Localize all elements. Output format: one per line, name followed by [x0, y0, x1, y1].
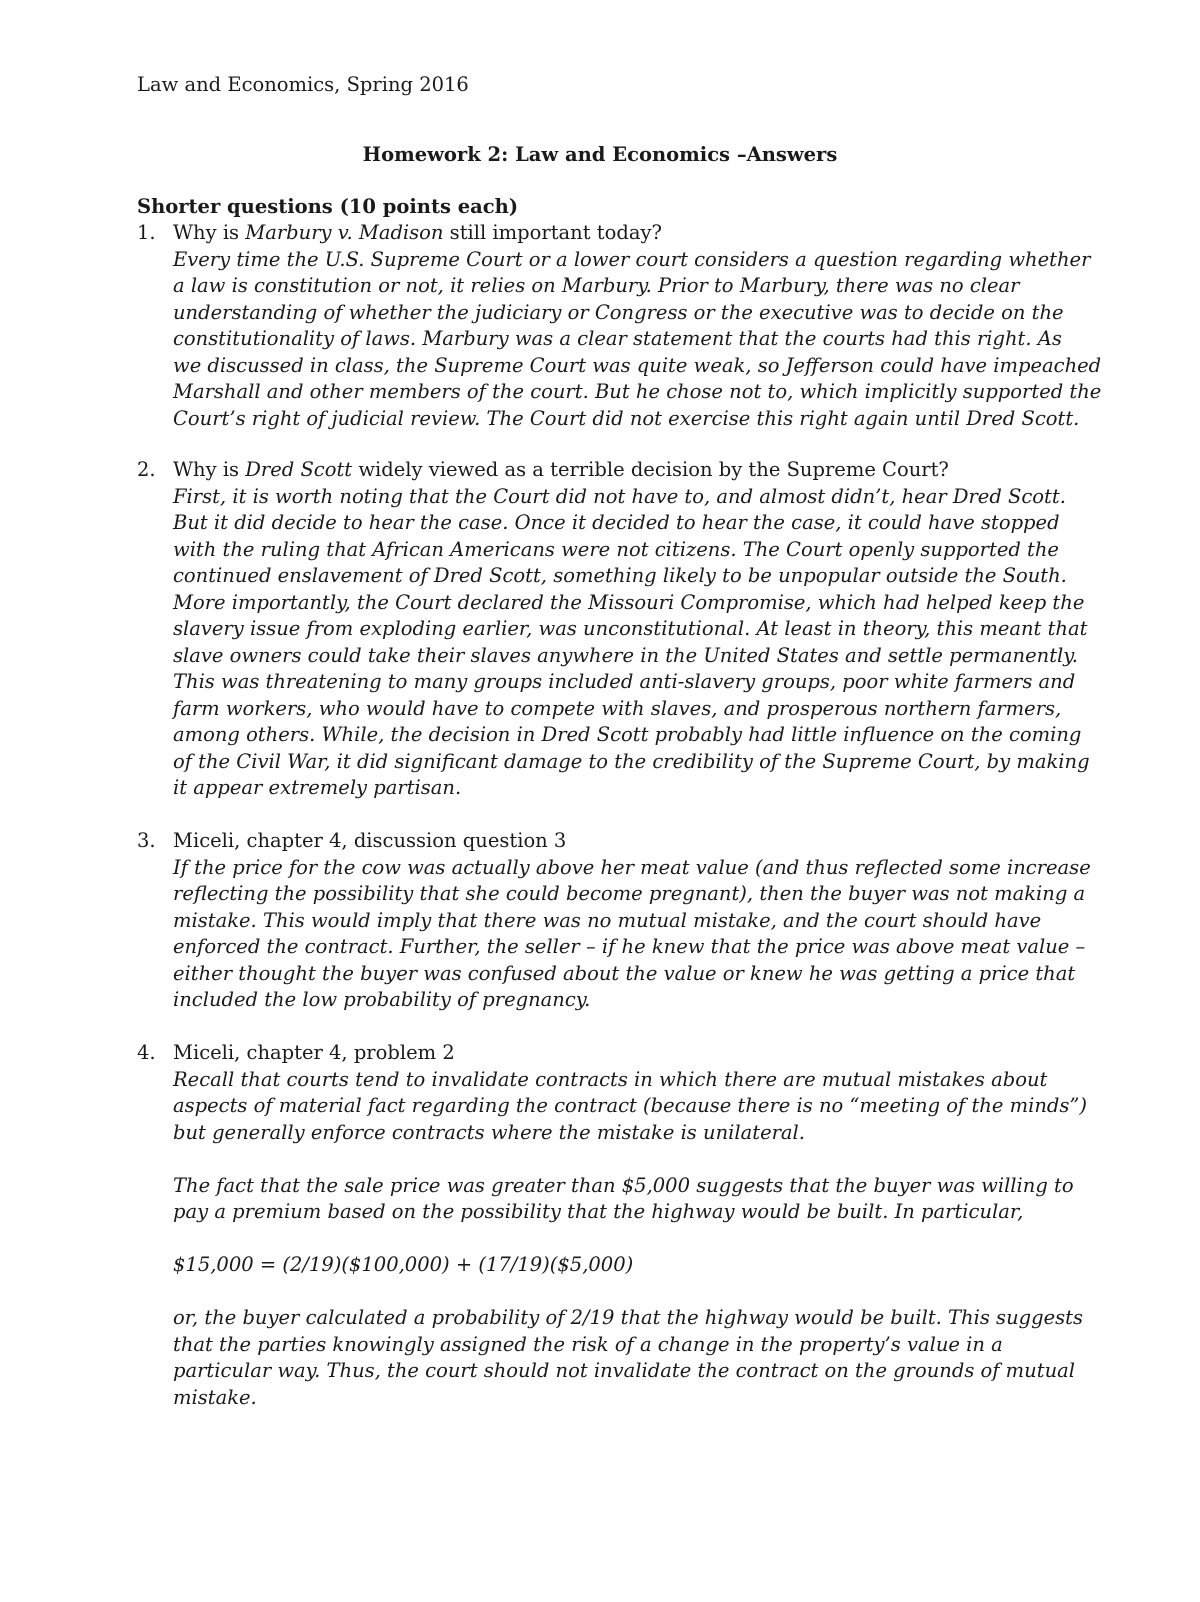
- answer-line: with the ruling that African Americans were not citizens. The Court openly supported the: [173, 537, 1059, 561]
- answer-line: that the parties knowingly assigned the risk of a change in the property’s value in a: [173, 1332, 1003, 1356]
- answer-line: or, the buyer calculated a probability of 2/19 that the highway would be built. This suggests: [173, 1306, 1083, 1329]
- answer-block: [137, 247, 1102, 433]
- answer-line: among others. While, the decision in Dred Scott probably had little influence on the coming: [173, 723, 1082, 746]
- answer-line: a law is constitution or not, it relies on Marbury. Prior to Marbury, there was no clear: [173, 274, 1020, 297]
- answer-block: [137, 1067, 1087, 1412]
- answer-line: but generally enforce contracts where the mistake is unilateral.: [173, 1120, 805, 1144]
- answer-line: included the low probability of pregnancy.: [173, 988, 591, 1011]
- question-number: 4.: [137, 1041, 156, 1064]
- question-prompt: Why is Marbury v. Madison still important today?: [173, 221, 662, 244]
- answer-line: mistake.: [173, 1385, 257, 1409]
- answer-line: slavery issue from exploding earlier, was unconstitutional. At least in theory, this meant that: [173, 617, 1088, 640]
- answer-line: mistake. This would imply that there was no mutual mistake, and the court should have: [173, 908, 1042, 932]
- answer-line: particular way. Thus, the court should not invalidate the contract on the grounds of mutual: [173, 1359, 1075, 1382]
- question-prompt: Why is Dred Scott widely viewed as a terrible decision by the Supreme Court?: [173, 458, 949, 481]
- answer-line: it appear extremely partisan.: [173, 776, 462, 799]
- question-1: [137, 220, 1102, 432]
- question-number: 1.: [137, 221, 156, 244]
- answer-line: Court’s right of judicial review. The Court did not exercise this right again until Dred Scott.: [173, 406, 1080, 430]
- question-prompt: Miceli, chapter 4, discussion question 3: [173, 829, 567, 852]
- answer-line: But it did decide to hear the case. Once it decided to hear the case, it could have stopped: [173, 511, 1060, 534]
- answer-line: either thought the buyer was confused about the value or knew he was getting a price that: [173, 961, 1076, 985]
- answer-line: The fact that the sale price was greater than $5,000 suggests that the buyer was willing to: [173, 1173, 1074, 1197]
- answer-line: reflecting the possibility that she could become pregnant), then the buyer was not making a: [173, 882, 1086, 905]
- answer-line: Recall that courts tend to invalidate contracts in which there are mutual mistakes about: [173, 1067, 1048, 1091]
- answer-block: [137, 855, 1091, 1014]
- answer-line: First, it is worth noting that the Court did not have to, and almost didn’t, hear Dred Scott.: [173, 484, 1066, 508]
- answer-line: Every time the U.S. Supreme Court or a lower court considers a question regarding whether: [173, 247, 1091, 271]
- question-number: 3.: [137, 829, 156, 852]
- course-header: Law and Economics, Spring 2016: [137, 73, 469, 96]
- answer-line: More importantly, the Court declared the Missouri Compromise, which had helped keep the: [173, 590, 1085, 614]
- answer-line: we discussed in class, the Supreme Court was quite weak, so Jefferson could have impeached: [173, 353, 1102, 377]
- question-3: [137, 828, 1091, 1014]
- question-prompt: Miceli, chapter 4, problem 2: [173, 1041, 455, 1064]
- question-4: [137, 1040, 1087, 1411]
- answer-line: enforced the contract. Further, the seller – if he knew that the price was above meat value –: [173, 935, 1086, 958]
- answer-line: Marshall and other members of the court. But he chose not to, which implicitly supported the: [173, 380, 1102, 403]
- section-heading: Shorter questions (10 points each): [137, 195, 519, 218]
- answer-block: [137, 484, 1090, 802]
- answer-line: farm workers, who would have to compete with slaves, and prosperous northern farmers,: [173, 696, 1062, 720]
- answer-line: This was threatening to many groups included anti-slavery groups, poor white farmers and: [173, 670, 1076, 693]
- equation-line: $15,000 = (2/19)($100,000) + (17/19)($5,000): [173, 1253, 634, 1276]
- page-title: Homework 2: Law and Economics –Answers: [362, 143, 838, 166]
- question-2: [137, 457, 1090, 802]
- answer-line: slave owners could take their slaves anywhere in the United States and settle permanently.: [173, 643, 1078, 667]
- answer-line: aspects of material fact regarding the contract (because there is no “meeting of the minds”): [173, 1094, 1087, 1117]
- answer-line: understanding of whether the judiciary or Congress or the executive was to decide on the: [173, 300, 1064, 324]
- answer-line: If the price for the cow was actually above her meat value (and thus reflected some increase: [173, 855, 1091, 879]
- answer-line: pay a premium based on the possibility that the highway would be built. In particular,: [173, 1200, 1024, 1223]
- question-number: 2.: [137, 458, 156, 481]
- answer-line: of the Civil War, it did significant damage to the credibility of the Supreme Court, by making: [173, 749, 1090, 773]
- answer-line: continued enslavement of Dred Scott, something likely to be unpopular outside the South.: [173, 564, 1067, 587]
- answer-line: constitutionality of laws. Marbury was a clear statement that the courts had this right. As: [173, 327, 1062, 350]
